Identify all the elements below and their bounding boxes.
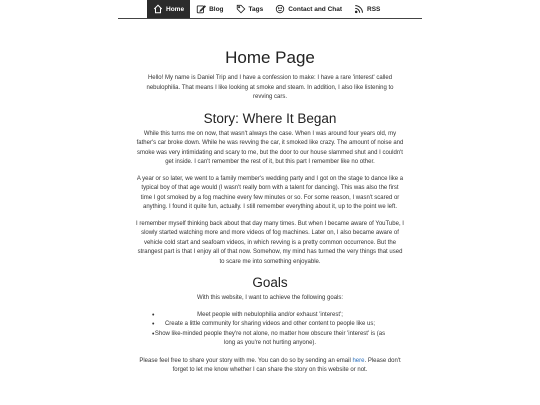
nav-contact-label: Contact and Chat <box>288 5 343 13</box>
nav-blog-label: Blog <box>209 5 224 13</box>
goals-intro: With this website, I want to achieve the following goals: <box>196 295 344 301</box>
top-navbar <box>118 0 422 19</box>
email-link[interactable]: here <box>352 357 365 364</box>
story-paragraph-3: I remember myself thinking back about that day many times. But when I became aware of YouTube, I slowly started watching more and more videos of fog machines. Later on, I also became aware of vehicle cold start and seafoam videos, in which revving is a pretty common occurrence. But the strangest part is that I enjoy all of that now. Somehow, my mind has turned the very things that used to scare me into something enjoyable. <box>136 220 404 265</box>
nav-home[interactable] <box>147 0 190 18</box>
closing-paragraph <box>136 357 404 376</box>
nav-rss[interactable] <box>348 0 386 18</box>
nav-home-label: Home <box>166 5 185 13</box>
story-paragraph-2: A year or so later, we went to a family member's wedding party and I got on the stage to dance like a typical boy of that age would (I wasn't really born with a talent for dancing). This was also the first time I got smoked by a fog machine every few minutes or so. For some reason, I wasn't scared or anything. I found it quite fun, actually. I still remember everything about it, up to the point we left. <box>136 175 404 210</box>
main-content <box>136 48 404 383</box>
nav-blog[interactable] <box>190 0 229 18</box>
page-title: Home Page <box>225 48 315 67</box>
rss-icon <box>354 4 364 14</box>
nav-tags[interactable] <box>230 0 270 18</box>
nav-contact[interactable] <box>269 0 348 18</box>
smiley-icon <box>275 4 285 14</box>
story-heading: Story: Where It Began <box>203 110 337 126</box>
nav-rss-label: RSS <box>367 5 381 13</box>
goals-list <box>136 311 404 349</box>
home-icon <box>153 4 163 14</box>
goal-item: • Create a little community for sharing videos and other content to people like us; <box>136 320 404 330</box>
story-paragraph-1: While this turns me on now, that wasn't always the case. When I was around four years old, my father's car broke down. While he was revving the car, it smoked like crazy. The amount of noise and smoke was very intimidating and scary to me, but the door to our house slammed shut and I couldn't get inside. I can't remember the rest of it, but this part I remember like no other. <box>136 130 404 165</box>
tag-icon <box>236 4 246 14</box>
goal-item: • Show like-minded people they're not alone, no matter how obscure their 'interest' is (as long as you're not hurting anyone). <box>136 330 404 349</box>
nav-tags-label: Tags <box>248 5 264 13</box>
intro-paragraph: Hello! My name is Daniel Trip and I have a confession to make: I have a rare 'interest' called nebulophilia. That means I like looking at smoke and steam. In addition, I also like listening to revving cars. <box>146 75 394 100</box>
edit-icon <box>196 4 206 14</box>
closing-text-before: Please feel free to share your story with me. You can do so by sending an email <box>139 357 353 364</box>
goal-item: • Meet people with nebulophilia and/or exhaust 'interest'; <box>136 311 404 321</box>
closing-text-after: . Please don't forget to let me know whether I can share the story on this website or not. <box>172 357 401 373</box>
goals-heading: Goals <box>252 275 288 290</box>
